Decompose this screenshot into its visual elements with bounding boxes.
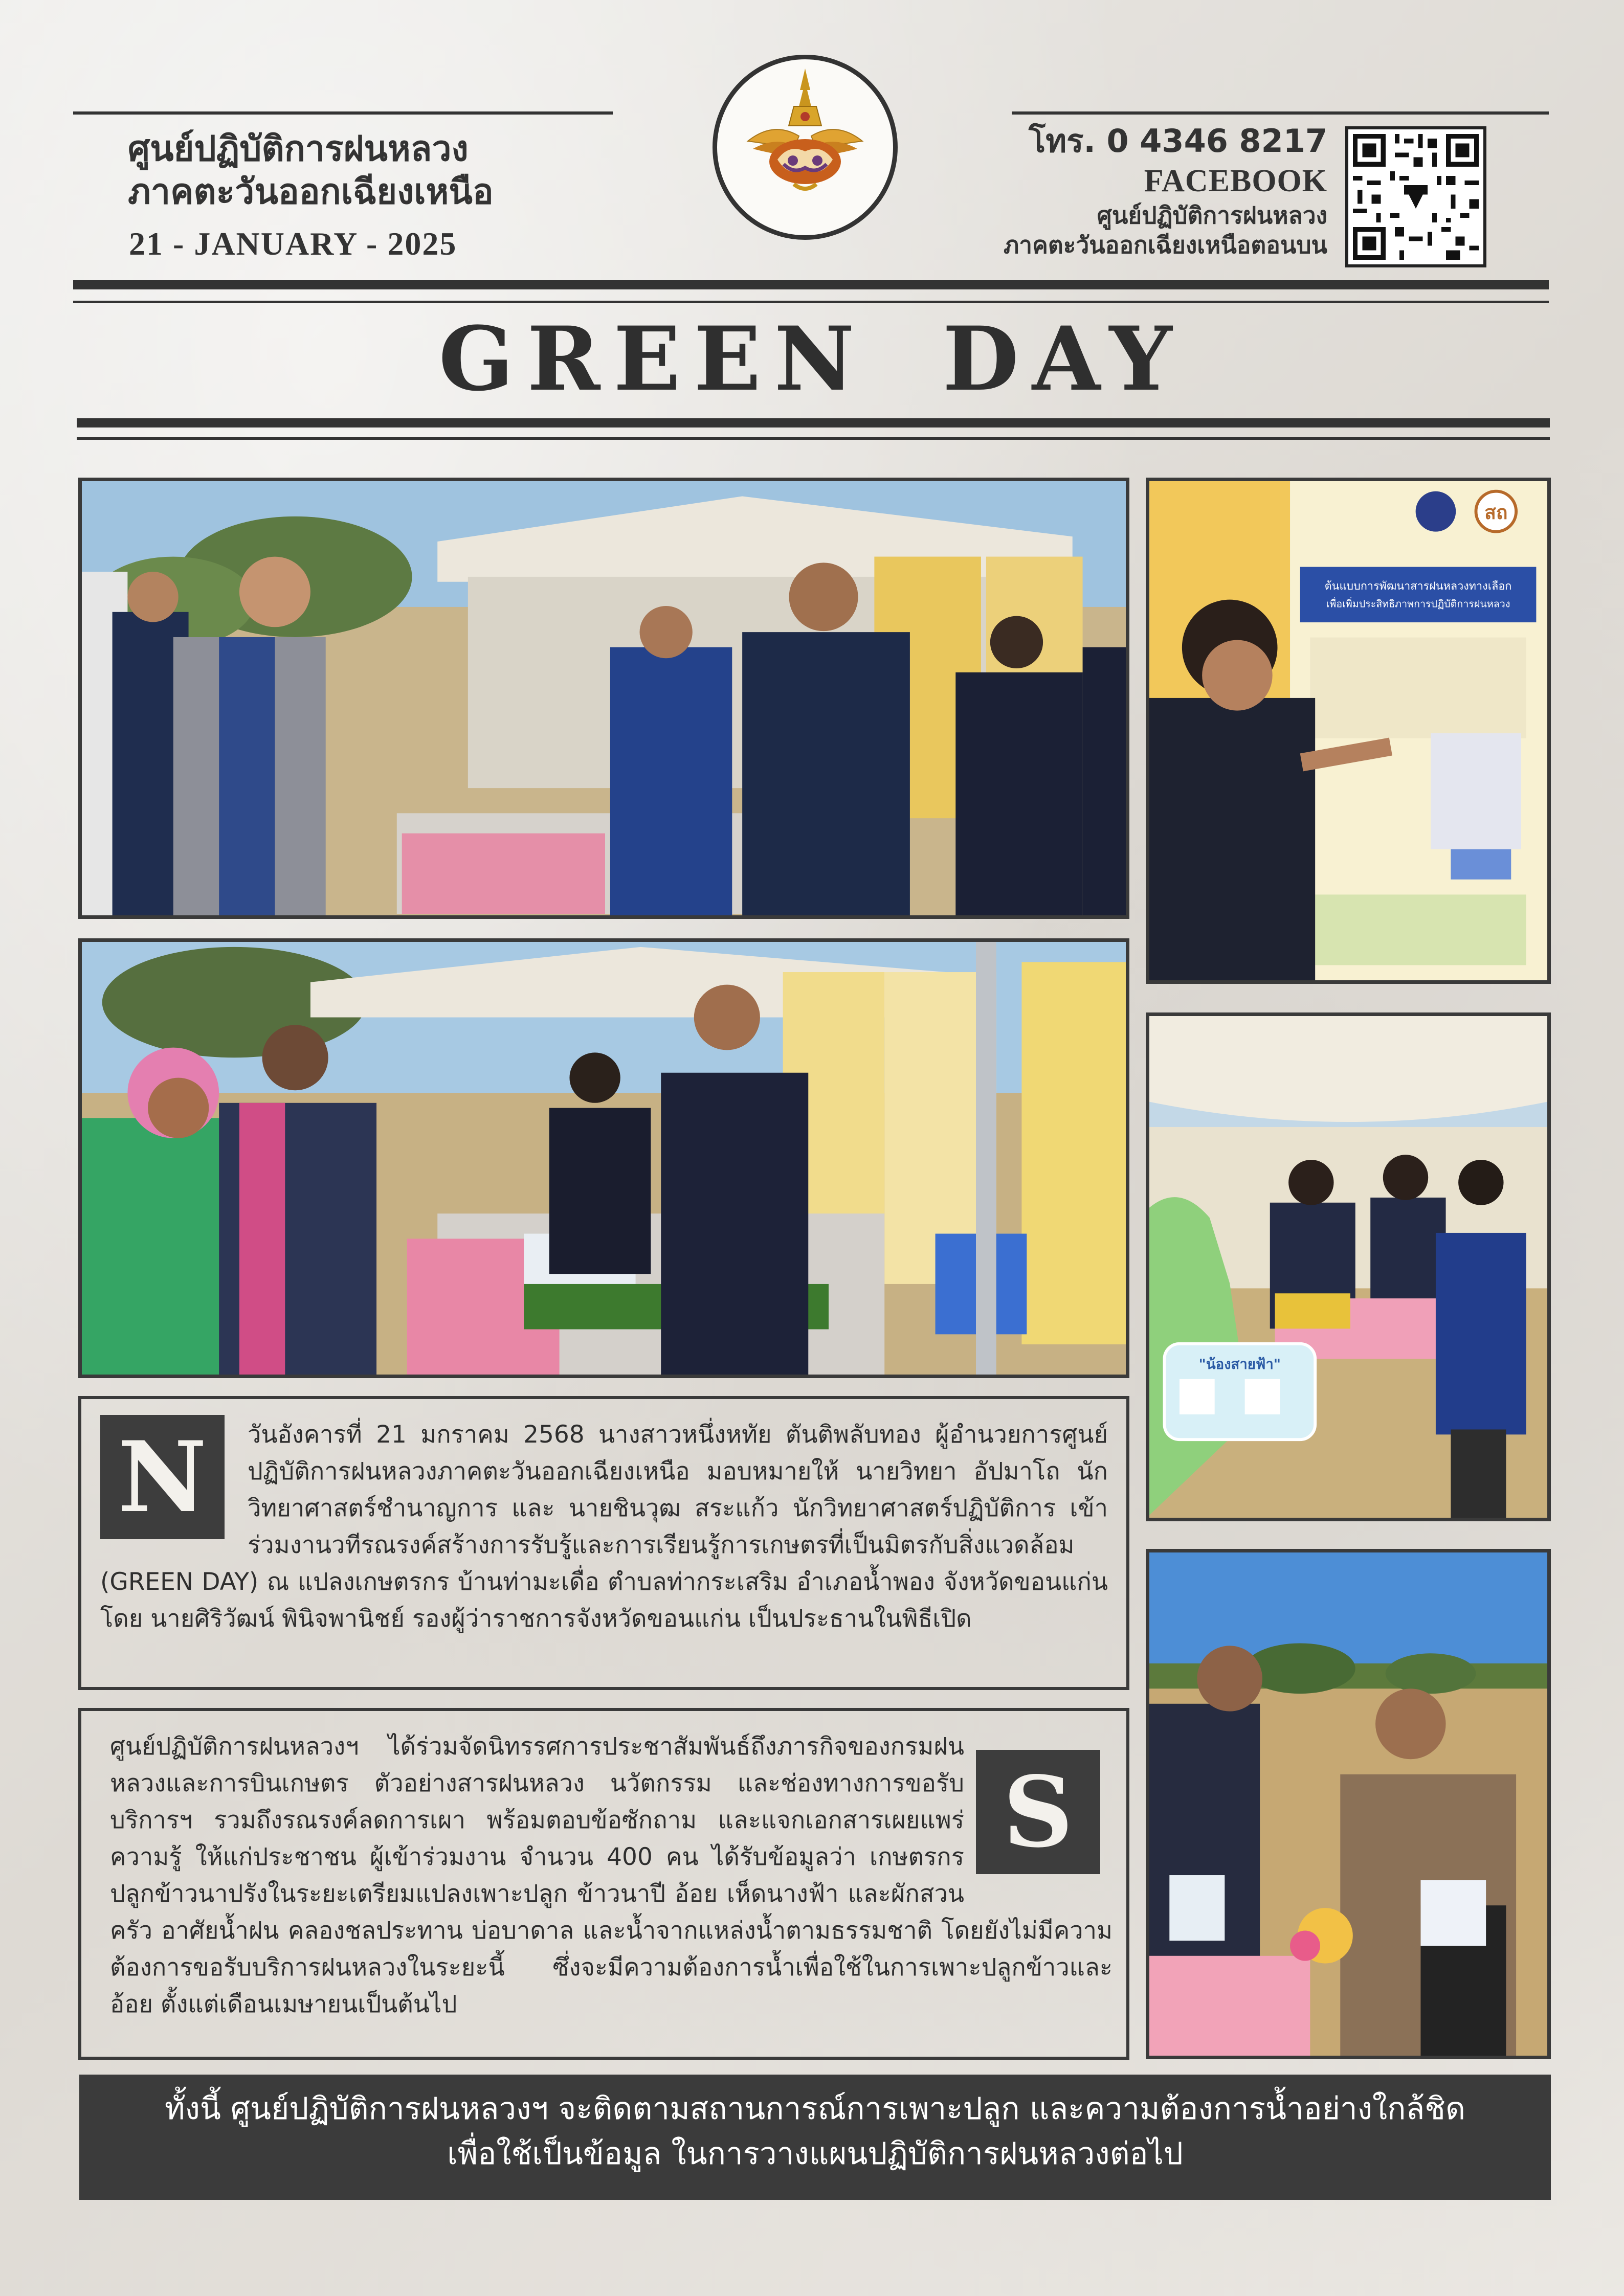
phone-number: โทร. 0 4346 8217	[1028, 122, 1327, 160]
issue-date: 21 - JANUARY - 2025	[129, 226, 457, 262]
photo-officials-at-booth	[78, 478, 1129, 919]
title-divider-thick	[77, 418, 1550, 427]
article-1-text	[100, 1416, 1108, 1637]
header-divider-thin	[73, 301, 1549, 303]
organization-title	[128, 128, 494, 214]
qr-code-icon	[1348, 129, 1483, 264]
mascot-sign-name: "น้องสายฟ้า"	[1198, 1356, 1281, 1373]
footer-line1: ทั้งนี้ ศูนย์ปฏิบัติการฝนหลวงฯ จะติดตามสถานการณ์การเพาะปลูก และความต้องการน้ำอย่างใกล้ชิด	[165, 2091, 1465, 2127]
article-1-dropcap: N	[100, 1415, 225, 1539]
article-2-text	[110, 1728, 1113, 2023]
footer-line2: เพื่อใช้เป็นข้อมูล ในการวางแผนปฏิบัติการฝนหลวงต่อไป	[447, 2136, 1183, 2172]
facebook-page-name-line2: ภาคตะวันออกเฉียงเหนือตอนบน	[1003, 231, 1327, 259]
organization-title-line1: ศูนย์ปฏิบัติการฝนหลวง	[128, 129, 469, 169]
organization-title-line2: ภาคตะวันออกเฉียงเหนือ	[128, 172, 494, 212]
header-divider-thick	[73, 280, 1549, 289]
article-1-body: วันอังคารที่ 21 มกราคม 2568 นางสาวหนึ่งหทัย ตันติพลับทอง ผู้อำนวยการศูนย์ปฏิบัติการฝนหลวงภาคตะวันออกเฉียงเหนือ มอบหมายให้ นายวิทยา อัปมาโถ นักวิทยาศาสตร์ชำนาญการ และ นายชินวุฒ สระแก้ว นักวิทยาศาสตร์ปฏิบัติการ เข้าร่วมงานวทีรณรงค์สร้างการรับรู้และการเรียนรู้การเกษตรที่เป็นมิตรกับสิ่งแวดล้อม (GREEN DAY) ณ แปลงเกษตรกร บ้านท่ามะเดื่อ ตำบลท่ากระเสริม อำเภอน้ำพอง จังหวัดขอนแก่น โดย นายศิริวัฒน์ พินิจพานิชย์ รองผู้ว่าราชการจังหวัดขอนแก่น เป็นประธานในพิธีเปิด	[100, 1421, 1108, 1633]
poster-logo-text: สถ	[1484, 501, 1508, 524]
article-2-dropcap: S	[976, 1750, 1100, 1874]
footer-text	[79, 2086, 1551, 2176]
article-2-body: ศูนย์ปฏิบัติการฝนหลวงฯ ได้ร่วมจัดนิทรรศการประชาสัมพันธ์ถึงภารกิจของกรมฝนหลวงและการบินเกษตร ตัวอย่างสารฝนหลวง นวัตกรรม และช่องทางการขอรับบริการฯ รวมถึงรณรงค์ลดการเผา พร้อมตอบข้อซักถาม และแจกเอกสารเผยแพร่ความรู้ ให้แก่ประชาชน ผู้เข้าร่วมงาน จำนวน 400 คน ได้รับข้อมูลว่า เกษตรกรปลูกข้าวนาปรังในระยะเตรียมแปลงเพาะปลูก ข้าวนาปี อ้อย เห็ดนางฟ้า และผักสวนครัว อาศัยน้ำฝน คลองชลประทาน บ่อบาดาล และน้ำจากแหล่งน้ำตามธรรมชาติ โดยยังไม่มีความต้องการขอรับบริการฝนหลวงในระยะนี้ ซึ่งจะมีความต้องการน้ำเพื่อใช้ในการเพาะปลูกข้าวและอ้อย ตั้งแต่เดือนเมษายนเป็นต้นไป	[110, 1732, 1113, 2018]
photo-booth-staff	[1146, 1012, 1551, 1521]
facebook-page-name-line1: ศูนย์ปฏิบัติการฝนหลวง	[1097, 201, 1327, 229]
page-headline: GREEN DAY	[438, 307, 1186, 411]
emblem-icon	[717, 59, 893, 235]
photo-poster-presentation	[1146, 478, 1551, 984]
royal-rainmaking-emblem	[713, 55, 898, 240]
facebook-qr-code[interactable]	[1345, 126, 1486, 267]
contact-info	[1004, 121, 1327, 260]
poster-banner-line2: เพื่อเพิ่มประสิทธิภาพการปฏิบัติการฝนหลวง	[1326, 598, 1510, 610]
photo-field-visit	[1146, 1549, 1551, 2059]
poster-banner-line1: ต้นแบบการพัฒนาสารฝนหลวงทางเลือก	[1324, 579, 1512, 593]
title-divider-thin	[77, 437, 1550, 440]
facebook-label: FACEBOOK	[1144, 164, 1327, 198]
header-rule-right	[1012, 111, 1549, 115]
photo-villagers-at-booth	[78, 938, 1129, 1378]
header-rule-left	[73, 111, 613, 115]
